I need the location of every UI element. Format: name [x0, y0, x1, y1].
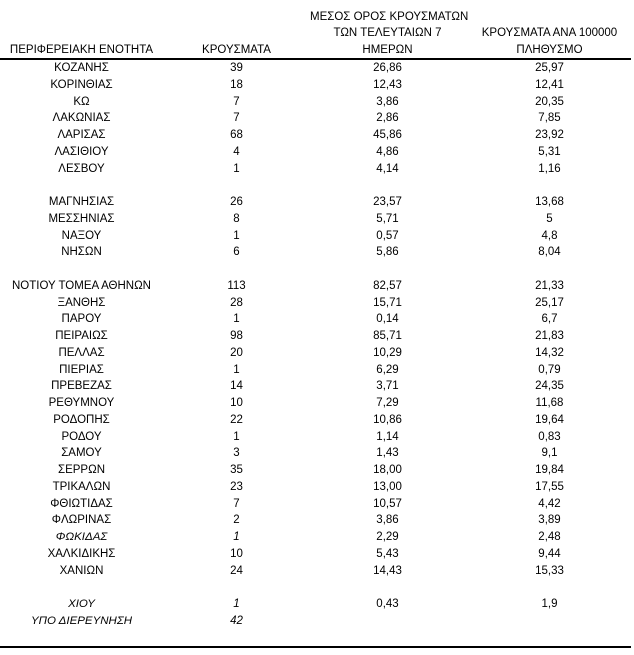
cell-region: ΧΙΟΥ — [68, 598, 95, 610]
cell-avg7: 0,43 — [376, 598, 399, 610]
cell-avg7: 3,86 — [376, 514, 399, 527]
column-header-region: ΠΕΡΙΦΕΡΕΙΑΚΗ ΕΝΟΤΗΤΑ — [9, 43, 154, 56]
table-row — [0, 546, 634, 563]
cell-avg7: 2,29 — [376, 531, 399, 543]
cell-region: ΛΑΣΙΘΙΟΥ — [54, 145, 109, 158]
cell-region: ΠΕΛΛΑΣ — [58, 346, 105, 359]
table-row — [0, 228, 634, 245]
table-row — [0, 328, 634, 345]
table-row — [0, 345, 634, 362]
column-header-line: ΠΛΗΘΥΣΜΟ — [516, 43, 583, 56]
cell-cases: 10 — [230, 547, 243, 560]
cell-avg7: 5,43 — [376, 547, 399, 560]
table-row — [0, 311, 634, 328]
table-row — [0, 479, 634, 496]
empty-cell — [163, 630, 310, 647]
cell-cases: 4 — [233, 145, 240, 158]
cell-cases: 1 — [233, 430, 240, 443]
cell-per100k: 5 — [546, 212, 553, 225]
table-row — [0, 412, 634, 429]
cell-per100k: 25,17 — [535, 296, 564, 309]
cell-cases: 98 — [230, 330, 243, 342]
cell-avg7: 0,57 — [376, 229, 399, 242]
table-row — [0, 127, 634, 144]
cell-per100k: 25,97 — [535, 62, 564, 74]
cell-region: ΛΑΚΩΝΙΑΣ — [52, 112, 111, 125]
table-row — [0, 244, 634, 261]
cell-region: ΝΑΞΟΥ — [61, 229, 102, 242]
cell-cases: 113 — [227, 279, 246, 292]
cell-cases: 7 — [233, 497, 240, 510]
empty-cell — [310, 579, 465, 596]
table-row — [0, 529, 634, 546]
table-row — [0, 110, 634, 127]
cell-cases: 42 — [230, 614, 243, 627]
empty-cell — [163, 177, 310, 194]
cell-region: ΚΟΡΙΝΘΙΑΣ — [50, 78, 113, 91]
cell-avg7: 15,71 — [373, 296, 402, 309]
bottom-rule — [0, 646, 631, 648]
cell-avg7: 3,86 — [376, 95, 399, 108]
cell-avg7: 14,43 — [373, 564, 402, 577]
cell-avg7: 18,00 — [373, 464, 402, 476]
cell-region: ΚΟΖΑΝΗΣ — [54, 62, 109, 74]
cell-region: ΠΕΙΡΑΙΩΣ — [55, 330, 108, 342]
cell-avg7: 10,57 — [373, 497, 402, 510]
cell-cases: 2 — [233, 514, 240, 527]
cell-per100k: 4,8 — [541, 229, 558, 242]
table-row — [0, 278, 634, 295]
cell-region: ΡΕΘΥΜΝΟΥ — [48, 397, 115, 409]
cell-cases: 39 — [230, 62, 243, 74]
cell-region: ΜΑΓΝΗΣΙΑΣ — [48, 196, 115, 208]
table-header — [0, 0, 634, 58]
cell-per100k: 5,31 — [538, 145, 561, 158]
cell-cases: 68 — [230, 129, 243, 141]
column-header-per100k — [465, 25, 634, 58]
cell-per100k: 0,79 — [538, 363, 561, 376]
cell-per100k: 9,44 — [538, 547, 561, 560]
cell-cases: 14 — [230, 380, 243, 393]
spacer-row — [0, 177, 634, 194]
cell-avg7: 82,57 — [373, 279, 402, 292]
cell-region: ΛΑΡΙΣΑΣ — [57, 129, 106, 141]
cell-avg7: 1,14 — [376, 430, 399, 443]
cell-avg7: 23,57 — [373, 196, 402, 208]
cell-region: ΧΑΛΚΙΔΙΚΗΣ — [47, 547, 116, 560]
cell-cases: 28 — [230, 296, 243, 309]
table-row — [0, 378, 634, 395]
table-row — [0, 563, 634, 580]
column-header-cases: ΚΡΟΥΣΜΑΤΑ — [202, 43, 271, 56]
cell-region: ΦΩΚΙΔΑΣ — [55, 531, 108, 543]
cell-per100k — [465, 613, 634, 630]
cell-region: ΚΩ — [73, 95, 90, 108]
cell-avg7: 45,86 — [373, 129, 402, 141]
table-row — [0, 445, 634, 462]
table-row — [0, 295, 634, 312]
empty-cell — [465, 630, 634, 647]
table-row — [0, 512, 634, 529]
table-row — [0, 211, 634, 228]
cell-region: ΛΕΣΒΟΥ — [58, 162, 105, 175]
empty-cell — [0, 630, 163, 647]
table-row — [0, 94, 634, 111]
table-row — [0, 429, 634, 446]
cell-avg7: 6,29 — [376, 363, 399, 376]
cell-region: ΥΠΟ ΔΙΕΡΕΥΝΗΣΗ — [30, 614, 133, 627]
cell-avg7: 1,43 — [376, 447, 399, 460]
cell-region: ΜΕΣΣΗΝΙΑΣ — [48, 212, 115, 225]
column-header-avg7 — [310, 9, 469, 58]
column-header-line: ΗΜΕΡΩΝ — [362, 43, 413, 56]
cell-cases: 22 — [230, 413, 243, 426]
empty-cell — [0, 579, 163, 596]
cell-avg7: 4,86 — [376, 145, 399, 158]
cell-per100k: 19,64 — [535, 413, 564, 426]
empty-cell — [465, 261, 634, 278]
empty-cell — [465, 177, 634, 194]
table-row — [0, 362, 634, 379]
cell-avg7 — [310, 613, 465, 630]
cell-avg7: 4,14 — [376, 162, 399, 175]
cell-region: ΣΕΡΡΩΝ — [57, 464, 106, 476]
table-row — [0, 77, 634, 94]
cell-avg7: 10,86 — [373, 413, 402, 426]
cell-avg7: 0,14 — [376, 313, 399, 326]
cell-cases: 24 — [230, 564, 243, 577]
cell-per100k: 4,42 — [538, 497, 561, 510]
cell-region: ΠΡΕΒΕΖΑΣ — [51, 380, 112, 393]
cell-per100k: 0,83 — [538, 430, 561, 443]
cell-avg7: 2,86 — [376, 112, 399, 125]
table-body — [0, 60, 634, 646]
cell-avg7: 85,71 — [373, 330, 402, 342]
table-row — [0, 60, 634, 77]
cell-per100k: 17,55 — [535, 480, 564, 493]
cell-avg7: 5,71 — [376, 212, 399, 225]
cell-per100k: 1,16 — [538, 162, 561, 175]
cell-cases: 6 — [233, 246, 240, 259]
spacer-row — [0, 579, 634, 596]
cell-region: ΡΟΔΟΥ — [61, 430, 102, 443]
cell-region: ΣΑΜΟΥ — [61, 447, 102, 460]
empty-cell — [163, 579, 310, 596]
column-header-line: ΤΩΝ ΤΕΛΕΥΤΑΙΩΝ 7 — [333, 27, 442, 40]
cell-region: ΝΗΣΩΝ — [61, 246, 102, 259]
cell-region: ΦΛΩΡΙΝΑΣ — [51, 514, 112, 527]
cell-region: ΧΑΝΙΩΝ — [59, 564, 104, 577]
cell-per100k: 24,35 — [535, 380, 564, 393]
cell-per100k: 15,33 — [535, 564, 564, 577]
cell-region: ΦΘΙΩΤΙΔΑΣ — [50, 497, 113, 510]
cell-per100k: 8,04 — [538, 246, 561, 259]
table-row — [0, 161, 634, 178]
empty-cell — [310, 630, 465, 647]
cell-avg7: 7,29 — [376, 397, 399, 409]
empty-cell — [163, 261, 310, 278]
spacer-row — [0, 261, 634, 278]
cell-region: ΠΑΡΟΥ — [61, 313, 102, 326]
spacer-row — [0, 630, 634, 647]
cell-per100k: 6,7 — [541, 313, 558, 326]
cell-per100k: 2,48 — [538, 531, 561, 543]
cell-per100k: 7,85 — [538, 112, 561, 125]
cell-region: ΞΑΝΘΗΣ — [57, 296, 106, 309]
cell-avg7: 13,00 — [373, 480, 402, 493]
cell-per100k: 3,89 — [538, 514, 561, 527]
empty-cell — [0, 177, 163, 194]
table-row — [0, 496, 634, 513]
cell-cases: 1 — [233, 162, 240, 175]
cell-per100k: 11,68 — [535, 397, 564, 409]
cell-region: ΝΟΤΙΟΥ ΤΟΜΕΑ ΑΘΗΝΩΝ — [12, 279, 151, 292]
table-row — [0, 613, 634, 630]
cell-cases: 3 — [233, 447, 240, 460]
cell-per100k: 9,1 — [541, 447, 558, 460]
cell-cases: 1 — [233, 363, 240, 376]
empty-cell — [465, 579, 634, 596]
table-row — [0, 395, 634, 412]
cell-avg7: 3,71 — [376, 380, 399, 393]
cell-per100k: 23,92 — [535, 129, 564, 141]
cell-cases: 18 — [230, 78, 243, 91]
cell-cases: 26 — [230, 196, 243, 208]
cell-cases: 20 — [230, 346, 243, 359]
empty-cell — [310, 261, 465, 278]
cell-region: ΤΡΙΚΑΛΩΝ — [52, 480, 111, 493]
cell-per100k: 13,68 — [535, 196, 564, 208]
table-row — [0, 462, 634, 479]
cell-cases: 1 — [233, 598, 240, 610]
table-row — [0, 596, 634, 613]
cell-per100k: 21,83 — [535, 330, 564, 342]
column-header-line: ΜΕΣΟΣ ΟΡΟΣ ΚΡΟΥΣΜΑΤΩΝ — [310, 10, 469, 23]
cell-per100k: 19,84 — [535, 464, 564, 476]
column-header-line: ΚΡΟΥΣΜΑΤΑ ΑΝΑ 100000 — [481, 27, 618, 40]
cell-cases: 7 — [233, 112, 240, 125]
cell-region: ΠΙΕΡΙΑΣ — [59, 363, 104, 376]
cell-avg7: 12,43 — [373, 78, 402, 91]
cell-cases: 10 — [230, 397, 243, 409]
cell-cases: 23 — [230, 480, 243, 493]
empty-cell — [310, 177, 465, 194]
cell-cases: 1 — [233, 531, 240, 543]
cell-per100k: 20,35 — [535, 95, 564, 108]
cell-per100k: 12,41 — [535, 78, 564, 91]
cell-cases: 1 — [233, 229, 240, 242]
cell-cases: 7 — [233, 95, 240, 108]
empty-cell — [0, 261, 163, 278]
cell-per100k: 14,32 — [535, 346, 564, 359]
cell-region: ΡΟΔΟΠΗΣ — [53, 413, 110, 426]
table-row — [0, 144, 634, 161]
cell-avg7: 10,29 — [373, 346, 402, 359]
cell-cases: 35 — [230, 464, 243, 476]
cell-cases: 1 — [233, 313, 240, 326]
table-row — [0, 194, 634, 211]
cell-per100k: 1,9 — [541, 598, 558, 610]
cell-per100k: 21,33 — [535, 279, 564, 292]
cell-avg7: 26,86 — [373, 62, 402, 74]
cell-cases: 8 — [233, 212, 240, 225]
cell-avg7: 5,86 — [376, 246, 399, 259]
